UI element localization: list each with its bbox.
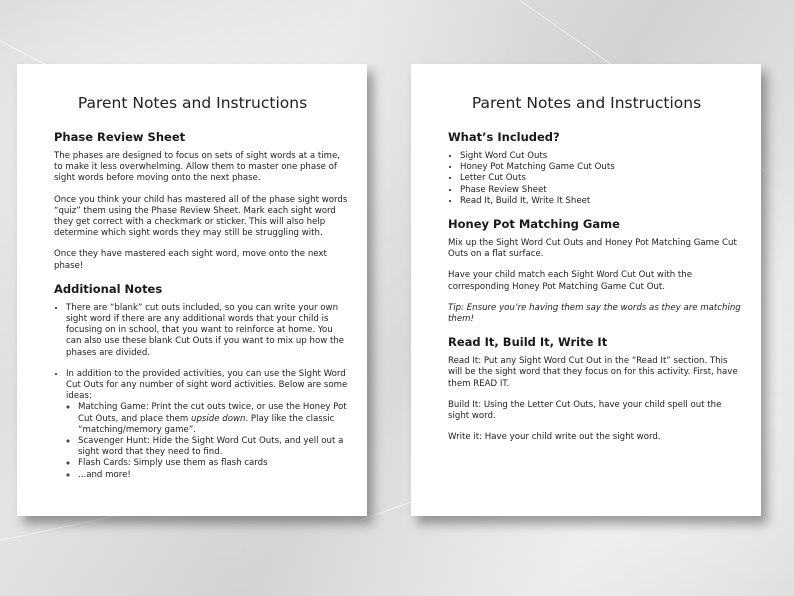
paragraph: Once you think your child has mastered all of the phase sight words “quiz” them using the Phase Review Sheet. Mark each sight word they get correct with a checkmark or sticker. This will also help determine which sight words they may still be struggling with. xyxy=(54,194,348,239)
section-heading-phase-review: Phase Review Sheet xyxy=(54,130,186,144)
list-item: • There are “blank” cut outs included, so you can write your own sight word if there are any additional words that your child is focusing on in school, that you want to reinforce at home. You can also use these blank Cut Outs if you want to mix up how the phases are divided. xyxy=(66,303,349,359)
instruction-sheet-left xyxy=(17,64,367,516)
list-item: • Letter Cut Outs xyxy=(460,173,743,184)
paragraph: Read It: Put any Sight Word Cut Out in the “Read It” section. This will be the sight word that they focus on for this activity. First, have them READ IT. xyxy=(448,356,738,389)
page-title: Parent Notes and Instructions xyxy=(77,94,308,112)
tip-text: Tip: Ensure you’re having them say the words as they are matching them! xyxy=(448,302,741,325)
list-item: • Honey Pot Matching Game Cut Outs xyxy=(460,162,743,173)
paragraph: Build It: Using the Letter Cut Outs, have your child spell out the sight word. xyxy=(448,399,722,422)
paragraph: Mix up the Sight Word Cut Outs and Honey Pot Matching Game Cut Outs on a flat surface. xyxy=(448,238,737,260)
section-heading-additional-notes: Additional Notes xyxy=(54,281,163,296)
page-title: Parent Notes and Instructions xyxy=(471,94,702,112)
list-item xyxy=(66,369,349,481)
additional-notes-list xyxy=(54,303,349,481)
ideas-sublist xyxy=(66,402,349,480)
sublist-text: . Play like the classic “matching/memory game”. xyxy=(78,413,335,435)
list-item: • Read It, Build It, Write It Sheet xyxy=(460,196,743,207)
list-item: • Phase Review Sheet xyxy=(460,185,743,196)
emphasis-text: upside down xyxy=(191,413,246,424)
section-heading-whats-included: What’s Included? xyxy=(448,130,560,144)
list-item-text: In addition to the provided activities, you can use the Sight Word Cut Outs for any number of sight word activities. Below are some ideas: xyxy=(66,368,348,402)
section-heading-honey-pot: Honey Pot Matching Game xyxy=(448,217,620,232)
section-heading-read-build-write: Read It, Build It, Write It xyxy=(448,335,608,350)
list-item: • Sight Word Cut Outs xyxy=(460,151,743,162)
instruction-sheet-right xyxy=(411,64,761,516)
sublist-item: ◦ Scavenger Hunt: Hide the Sight Word Cut Outs, and yell out a sight word that they need to find. xyxy=(78,436,349,458)
sublist-text: Matching Game: Print the cut outs twice, or use the Honey Pot Cut Outs, and place them xyxy=(78,402,347,424)
paragraph: Write it: Have your child write out the sight word. xyxy=(448,432,661,443)
sublist-item xyxy=(78,402,349,436)
paragraph: The phases are designed to focus on sets of sight words at a time, to make it less overwhelming. Allow them to master one phase of sight words before moving onto the next phase. xyxy=(54,151,340,184)
paragraph: Have your child match each Sight Word Cut Out with the corresponding Honey Pot Matching Game Cut Out. xyxy=(448,270,692,292)
sublist-item: ◦ ...and more! xyxy=(78,470,349,481)
included-items-list xyxy=(448,151,743,207)
paragraph: Once they have mastered each sight word, move onto the next phase! xyxy=(54,249,327,271)
sublist-item: ◦ Flash Cards: Simply use them as flash cards xyxy=(78,458,349,469)
